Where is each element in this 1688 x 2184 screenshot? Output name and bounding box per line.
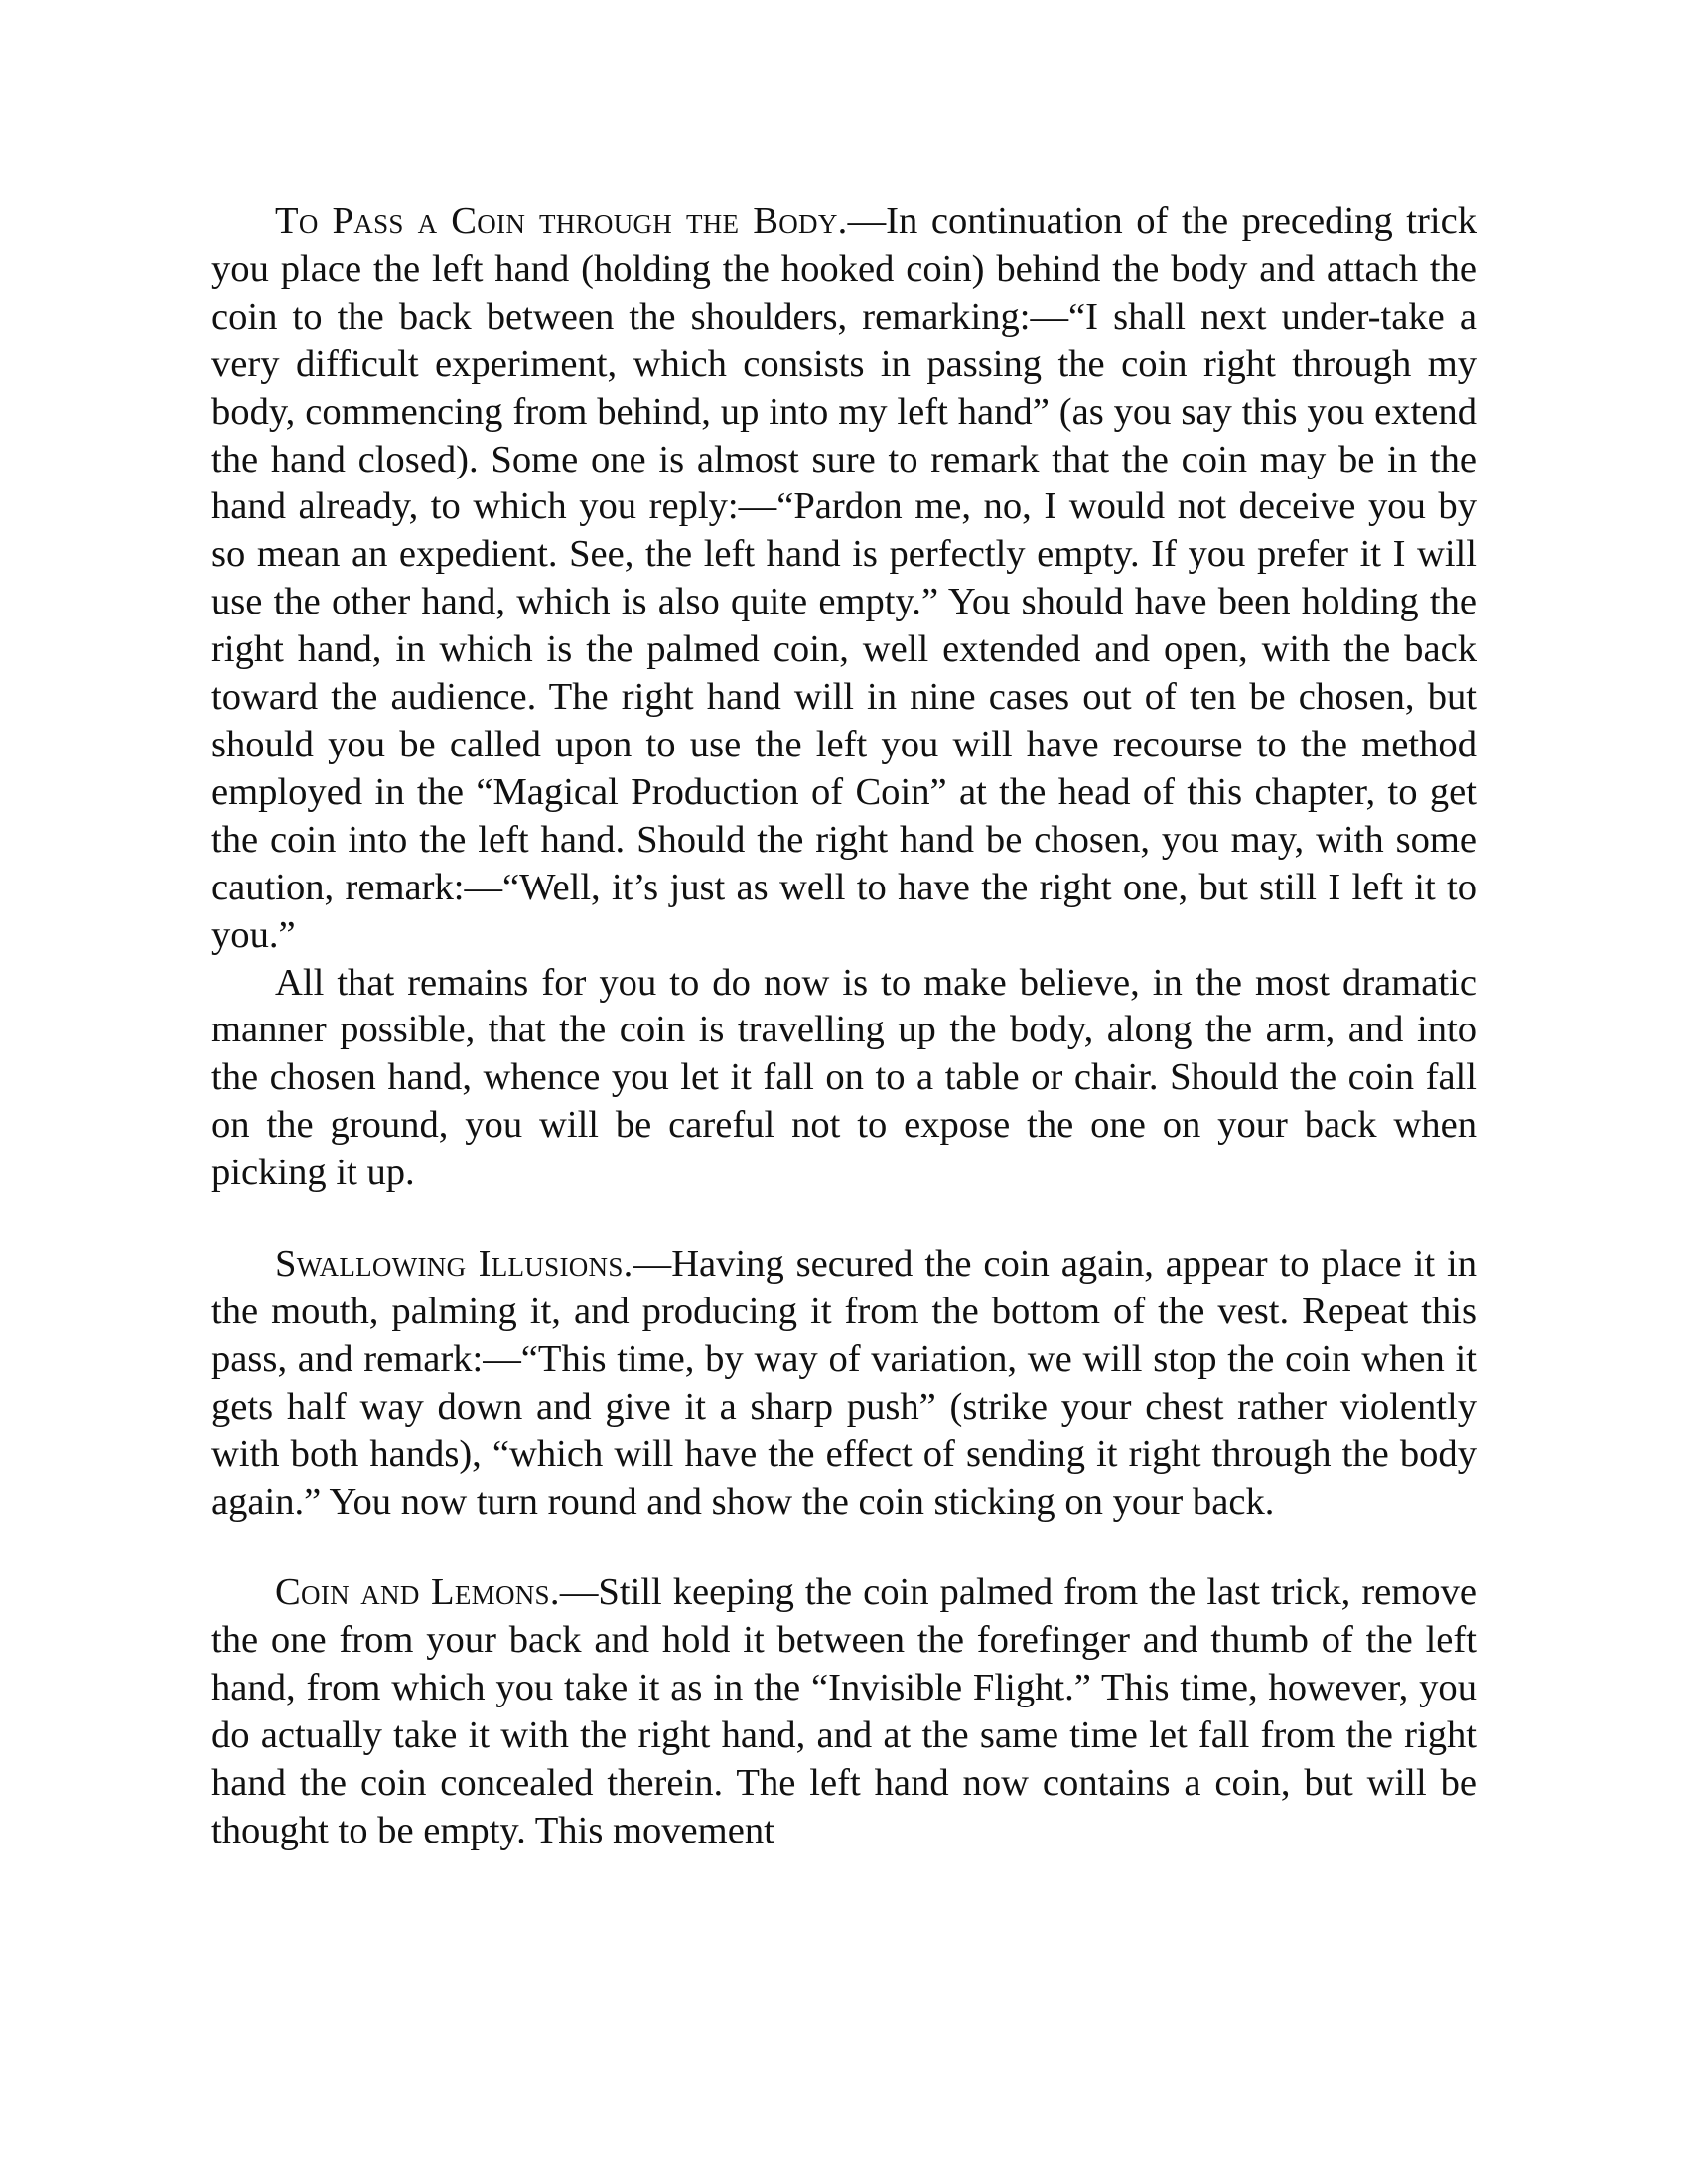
paragraph-text: All that remains for you to do now is to make believe, in the most dramatic manner possible, that the coin is travelling up the body, along the arm, and into the chosen hand, whence you let it fall on to a table or chair. Should the coin fall on the ground, you will be careful not to expose the one on your back when picking it up.: [211, 961, 1477, 1194]
heading-dash: —: [847, 201, 887, 242]
book-page: [211, 199, 1477, 1855]
section-paragraph: [211, 1241, 1477, 1526]
paragraph-text: Still keeping the coin palmed from the last trick, remove the one from your back and hold it between the forefinger and thumb of the left hand, from which you take it as in the “Invisible Flight.” This time, however, you do actually take it with the right hand, and at the same time let fall from the right hand the coin concealed therein. The left hand now contains a coin, but will be thought to be empty. This movement: [211, 1571, 1477, 1851]
section-paragraph: [211, 960, 1477, 1198]
heading-dash: —: [633, 1243, 672, 1286]
paragraph-text: In continuation of the preceding trick you place the left hand (holding the hooked coin) behind the body and attach the coin to the back between the shoulders, remarking:—“I shall next under-take a very difficult experiment, which consists in passing the coin right through my body, commencing from behind, up into my left hand” (as you say this you extend the hand closed). Some one is almost sure to remark that the coin may be in the hand already, to which you reply:—“Pardon me, no, I would not deceive you by so mean an expedient. See, the left hand is perfectly empty. If you prefer it I will use the other hand, which is also quite empty.” You should have been holding the right hand, in which is the palmed coin, well extended and open, with the back toward the audience. The right hand will in nine cases out of ten be chosen, but should you be called upon to use the left you will have recourse to the method employed in the “Magical Production of Coin” at the head of this chapter, to get the coin into the left hand. Should the right hand be chosen, you may, with some caution, remark:—“Well, it’s just as well to have the right one, but still I left it to you.”: [211, 201, 1477, 956]
section-paragraph: [211, 199, 1477, 960]
section-heading: Coin and Lemons.: [275, 1571, 560, 1614]
section-heading: To Pass a Coin through the Body.: [275, 201, 848, 242]
section-spacer: [211, 1526, 1477, 1570]
heading-dash: —: [559, 1571, 599, 1614]
section-heading: Swallowing Illusions.: [275, 1243, 633, 1286]
section-paragraph: [211, 1570, 1477, 1854]
section-spacer: [211, 1197, 1477, 1241]
paragraph-text: Having secured the coin again, appear to place it in the mouth, palming it, and producing it from the bottom of the vest. Repeat this pass, and remark:—“This time, by way of variation, we will stop the coin when it gets half way down and give it a sharp push” (strike your chest rather violently with both hands), “which will have the effect of sending it right through the body again.” You now turn round and show the coin sticking on your back.: [211, 1243, 1477, 1523]
